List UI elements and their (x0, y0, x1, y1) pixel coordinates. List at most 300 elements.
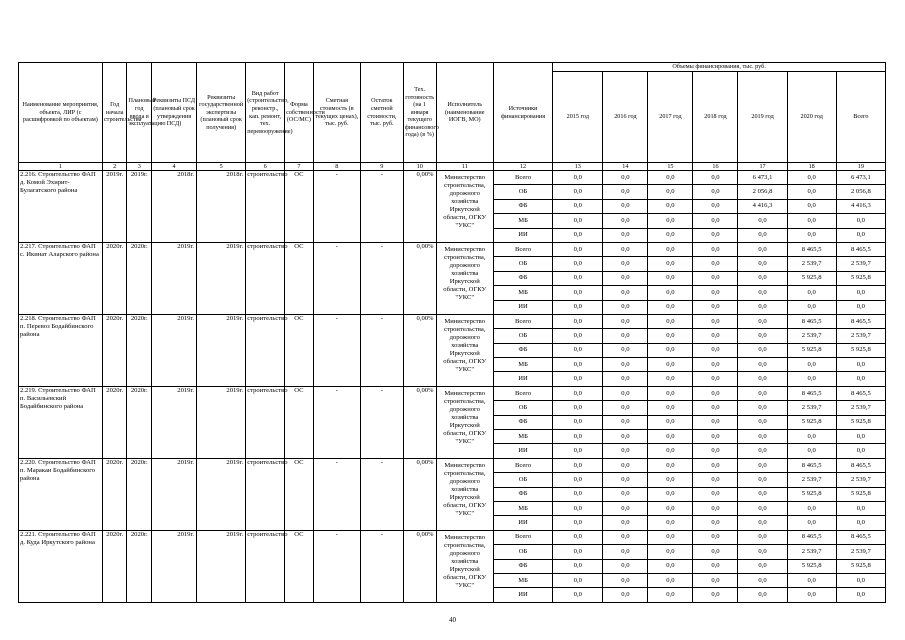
estimate-cell: - (313, 242, 360, 314)
amount-cell: 0,0 (603, 271, 648, 285)
funding-source-cell: ИИ (493, 300, 552, 314)
funding-source-cell: ОБ (493, 185, 552, 199)
amount-cell: 0,0 (553, 171, 603, 185)
amount-cell: 0,0 (648, 444, 693, 458)
amount-cell: 0,0 (693, 588, 738, 602)
header-funding-group: Объемы финансирования, тыс. руб. (553, 63, 886, 72)
amount-cell: 0,0 (693, 372, 738, 386)
table-row (19, 458, 886, 472)
amount-cell: 0,0 (787, 300, 836, 314)
amount-cell: 0,0 (648, 329, 693, 343)
amount-cell: 2 539,7 (787, 401, 836, 415)
amount-cell: 0,0 (648, 257, 693, 271)
amount-cell: 0,0 (648, 314, 693, 328)
table-row (19, 314, 886, 328)
table-body (19, 171, 886, 603)
column-number: 15 (648, 163, 693, 171)
amount-cell: 0,0 (553, 329, 603, 343)
funding-source-cell: ОБ (493, 545, 552, 559)
column-number: 9 (360, 163, 403, 171)
work-type-cell: строительство (246, 242, 285, 314)
funding-source-cell: ОБ (493, 473, 552, 487)
funding-source-cell: Всего (493, 171, 552, 185)
psd-cell: 2019г. (152, 242, 197, 314)
amount-cell: 0,0 (603, 171, 648, 185)
amount-cell: 2 539,7 (787, 473, 836, 487)
amount-cell: 0,0 (738, 228, 787, 242)
amount-cell: 0,0 (738, 242, 787, 256)
funding-source-cell: МБ (493, 501, 552, 515)
amount-cell: 0,0 (553, 300, 603, 314)
amount-cell: 2 056,8 (738, 185, 787, 199)
header-readiness: Тех. готовность (на 1 января текущего финансового года) (в %) (403, 63, 436, 163)
amount-cell: 0,0 (738, 214, 787, 228)
funding-source-cell: ФБ (493, 271, 552, 285)
amount-cell: 0,0 (603, 401, 648, 415)
amount-cell: 0,0 (648, 573, 693, 587)
amount-cell: 0,0 (738, 401, 787, 415)
header-estimate: Сметная стоимость (в текущих ценах), тыс. руб. (313, 63, 360, 163)
amount-cell: 0,0 (648, 228, 693, 242)
amount-cell: 5 925,8 (836, 415, 885, 429)
amount-cell: 0,0 (836, 588, 885, 602)
amount-cell: 0,0 (787, 372, 836, 386)
readiness-cell: 0,00% (403, 171, 436, 243)
psd-cell: 2018г. (152, 171, 197, 243)
remainder-cell: - (360, 242, 403, 314)
amount-cell: 0,0 (693, 516, 738, 530)
amount-cell: 0,0 (603, 458, 648, 472)
header-name: Наименование мероприятия, объекта, ЛИР (с расшифровкой по объектам) (19, 63, 103, 163)
start-year-cell: 2020г. (102, 458, 127, 530)
amount-cell: 0,0 (787, 185, 836, 199)
amount-cell: 0,0 (553, 444, 603, 458)
amount-cell: 0,0 (693, 214, 738, 228)
column-numbers-row (19, 163, 886, 171)
amount-cell: 0,0 (553, 199, 603, 213)
funding-source-cell: ИИ (493, 444, 552, 458)
executor-cell: Министерство строительства, дорожного хозяйства Иркутской области, ОГКУ "УКС" (436, 386, 493, 458)
funding-source-cell: МБ (493, 214, 552, 228)
amount-cell: 0,0 (648, 199, 693, 213)
column-number: 1 (19, 163, 103, 171)
amount-cell: 0,0 (738, 415, 787, 429)
amount-cell: 0,0 (787, 358, 836, 372)
amount-cell: 0,0 (787, 199, 836, 213)
ownership-cell: ОС (285, 314, 314, 386)
amount-cell: 0,0 (693, 228, 738, 242)
amount-cell: 0,0 (553, 257, 603, 271)
amount-cell: 8 465,5 (836, 530, 885, 544)
amount-cell: 0,0 (553, 588, 603, 602)
amount-cell: 0,0 (693, 343, 738, 357)
commission-year-cell: 2020г. (127, 530, 152, 602)
amount-cell: 0,0 (553, 314, 603, 328)
start-year-cell: 2020г. (102, 530, 127, 602)
amount-cell: 0,0 (553, 473, 603, 487)
object-name: 2.217. Строительство ФАП с. Икинат Аларского района (19, 242, 103, 314)
amount-cell: 0,0 (603, 286, 648, 300)
work-type-cell: строительство (246, 458, 285, 530)
amount-cell: 0,0 (648, 401, 693, 415)
amount-cell: 2 539,7 (787, 257, 836, 271)
amount-cell: 0,0 (648, 271, 693, 285)
amount-cell: 0,0 (738, 458, 787, 472)
header-year: 2016 год (603, 72, 648, 163)
amount-cell: 0,0 (648, 545, 693, 559)
executor-cell: Министерство строительства, дорожного хозяйства Иркутской области, ОГКУ "УКС" (436, 314, 493, 386)
amount-cell: 0,0 (693, 185, 738, 199)
amount-cell: 0,0 (787, 228, 836, 242)
amount-cell: 0,0 (648, 415, 693, 429)
commission-year-cell: 2019г. (127, 171, 152, 243)
ownership-cell: ОС (285, 242, 314, 314)
column-number: 10 (403, 163, 436, 171)
amount-cell: 0,0 (738, 559, 787, 573)
amount-cell: 0,0 (553, 545, 603, 559)
amount-cell: 0,0 (787, 516, 836, 530)
readiness-cell: 0,00% (403, 458, 436, 530)
column-number: 19 (836, 163, 885, 171)
amount-cell: 0,0 (648, 516, 693, 530)
amount-cell: 0,0 (836, 573, 885, 587)
header-psd: Реквизиты ПСД (плановый срок утверждения ПСД) (152, 63, 197, 163)
amount-cell: 0,0 (693, 257, 738, 271)
amount-cell: 0,0 (603, 444, 648, 458)
amount-cell: 0,0 (693, 329, 738, 343)
amount-cell: 0,0 (553, 401, 603, 415)
amount-cell: 0,0 (738, 329, 787, 343)
amount-cell: 0,0 (553, 214, 603, 228)
amount-cell: 0,0 (603, 228, 648, 242)
amount-cell: 0,0 (603, 257, 648, 271)
column-number: 5 (197, 163, 246, 171)
amount-cell: 0,0 (603, 501, 648, 515)
estimate-cell: - (313, 458, 360, 530)
amount-cell: 0,0 (553, 386, 603, 400)
amount-cell: 0,0 (603, 573, 648, 587)
amount-cell: 0,0 (603, 430, 648, 444)
funding-source-cell: ОБ (493, 401, 552, 415)
funding-source-cell: ИИ (493, 588, 552, 602)
amount-cell: 0,0 (693, 199, 738, 213)
amount-cell: 0,0 (738, 257, 787, 271)
remainder-cell: - (360, 386, 403, 458)
amount-cell: 0,0 (603, 415, 648, 429)
amount-cell: 5 925,8 (836, 271, 885, 285)
amount-cell: 0,0 (553, 458, 603, 472)
ownership-cell: ОС (285, 171, 314, 243)
table-header (19, 63, 886, 171)
remainder-cell: - (360, 458, 403, 530)
amount-cell: 0,0 (553, 286, 603, 300)
amount-cell: 5 925,8 (787, 343, 836, 357)
amount-cell: 0,0 (693, 487, 738, 501)
funding-source-cell: Всего (493, 314, 552, 328)
amount-cell: 2 539,7 (836, 329, 885, 343)
amount-cell: 0,0 (553, 487, 603, 501)
amount-cell: 8 465,5 (787, 530, 836, 544)
amount-cell: 0,0 (603, 545, 648, 559)
amount-cell: 0,0 (648, 473, 693, 487)
amount-cell: 0,0 (553, 530, 603, 544)
column-number: 14 (603, 163, 648, 171)
amount-cell: 0,0 (603, 185, 648, 199)
amount-cell: 0,0 (836, 286, 885, 300)
amount-cell: 0,0 (693, 501, 738, 515)
amount-cell: 0,0 (693, 271, 738, 285)
amount-cell: 2 539,7 (836, 545, 885, 559)
funding-source-cell: Всего (493, 530, 552, 544)
header-year: 2017 год (648, 72, 693, 163)
amount-cell: 0,0 (836, 430, 885, 444)
amount-cell: 8 465,5 (787, 242, 836, 256)
expertise-cell: 2019г. (197, 314, 246, 386)
amount-cell: 0,0 (693, 314, 738, 328)
remainder-cell: - (360, 530, 403, 602)
amount-cell: 5 925,8 (836, 343, 885, 357)
amount-cell: 0,0 (603, 300, 648, 314)
commission-year-cell: 2020г. (127, 458, 152, 530)
amount-cell: 0,0 (603, 588, 648, 602)
amount-cell: 0,0 (648, 343, 693, 357)
amount-cell: 0,0 (738, 444, 787, 458)
header-year: 2018 год (693, 72, 738, 163)
amount-cell: 0,0 (738, 516, 787, 530)
header-commission-year: Плановый год ввода в эксплуатацию (127, 63, 152, 163)
amount-cell: 0,0 (693, 430, 738, 444)
funding-source-cell: МБ (493, 286, 552, 300)
expertise-cell: 2018г. (197, 171, 246, 243)
amount-cell: 0,0 (836, 214, 885, 228)
readiness-cell: 0,00% (403, 386, 436, 458)
ownership-cell: ОС (285, 458, 314, 530)
amount-cell: 0,0 (836, 501, 885, 515)
amount-cell: 0,0 (693, 358, 738, 372)
amount-cell: 0,0 (836, 372, 885, 386)
funding-source-cell: ОБ (493, 329, 552, 343)
amount-cell: 8 465,5 (836, 458, 885, 472)
amount-cell: 5 925,8 (787, 415, 836, 429)
executor-cell: Министерство строительства, дорожного хозяйства Иркутской области, ОГКУ "УКС" (436, 242, 493, 314)
amount-cell: 0,0 (603, 329, 648, 343)
remainder-cell: - (360, 314, 403, 386)
program-table-sheet (18, 62, 886, 603)
amount-cell: 0,0 (693, 415, 738, 429)
amount-cell: 0,0 (603, 199, 648, 213)
amount-cell: 0,0 (787, 171, 836, 185)
amount-cell: 8 465,5 (787, 314, 836, 328)
ownership-cell: ОС (285, 530, 314, 602)
header-expertise: Реквизиты государственной экспертизы (плановый срок получения) (197, 63, 246, 163)
header-executor: Исполнитель (наименование ИОГВ, МО) (436, 63, 493, 163)
amount-cell: 2 539,7 (787, 329, 836, 343)
amount-cell: 0,0 (787, 444, 836, 458)
amount-cell: 2 539,7 (836, 473, 885, 487)
funding-source-cell: ФБ (493, 199, 552, 213)
amount-cell: 0,0 (603, 242, 648, 256)
amount-cell: 0,0 (693, 300, 738, 314)
psd-cell: 2019г. (152, 386, 197, 458)
amount-cell: 5 925,8 (787, 487, 836, 501)
header-total: Всего (836, 72, 885, 163)
amount-cell: 0,0 (553, 559, 603, 573)
amount-cell: 0,0 (738, 314, 787, 328)
funding-source-cell: Всего (493, 386, 552, 400)
amount-cell: 0,0 (648, 358, 693, 372)
amount-cell: 0,0 (553, 228, 603, 242)
amount-cell: 6 473,1 (738, 171, 787, 185)
executor-cell: Министерство строительства, дорожного хозяйства Иркутской области, ОГКУ "УКС" (436, 530, 493, 602)
amount-cell: 8 465,5 (787, 458, 836, 472)
amount-cell: 0,0 (693, 559, 738, 573)
amount-cell: 0,0 (648, 386, 693, 400)
amount-cell: 0,0 (603, 530, 648, 544)
amount-cell: 0,0 (836, 228, 885, 242)
table-row (19, 171, 886, 185)
amount-cell: 2 539,7 (836, 257, 885, 271)
amount-cell: 0,0 (738, 545, 787, 559)
amount-cell: 0,0 (603, 358, 648, 372)
amount-cell: 0,0 (648, 487, 693, 501)
amount-cell: 0,0 (787, 588, 836, 602)
expertise-cell: 2019г. (197, 242, 246, 314)
funding-table (18, 62, 886, 603)
amount-cell: 0,0 (553, 358, 603, 372)
amount-cell: 0,0 (603, 386, 648, 400)
column-number: 3 (127, 163, 152, 171)
column-number: 2 (102, 163, 127, 171)
funding-source-cell: ИИ (493, 516, 552, 530)
start-year-cell: 2020г. (102, 386, 127, 458)
column-number: 8 (313, 163, 360, 171)
amount-cell: 0,0 (603, 343, 648, 357)
funding-source-cell: ФБ (493, 487, 552, 501)
remainder-cell: - (360, 171, 403, 243)
funding-source-cell: Всего (493, 242, 552, 256)
readiness-cell: 0,00% (403, 530, 436, 602)
header-remainder: Остаток сметной стоимости, тыс. руб. (360, 63, 403, 163)
amount-cell: 0,0 (648, 286, 693, 300)
amount-cell: 0,0 (553, 573, 603, 587)
amount-cell: 0,0 (553, 242, 603, 256)
funding-source-cell: Всего (493, 458, 552, 472)
start-year-cell: 2020г. (102, 242, 127, 314)
amount-cell: 0,0 (603, 516, 648, 530)
amount-cell: 0,0 (648, 559, 693, 573)
column-number: 17 (738, 163, 787, 171)
amount-cell: 0,0 (603, 473, 648, 487)
funding-source-cell: ФБ (493, 343, 552, 357)
amount-cell: 0,0 (648, 214, 693, 228)
amount-cell: 0,0 (648, 171, 693, 185)
header-year: 2020 год (787, 72, 836, 163)
start-year-cell: 2020г. (102, 314, 127, 386)
page-number: 40 (449, 616, 456, 624)
amount-cell: 0,0 (603, 214, 648, 228)
funding-source-cell: МБ (493, 430, 552, 444)
amount-cell: 0,0 (603, 314, 648, 328)
object-name: 2.221. Строительство ФАП д. Куда Иркутского района (19, 530, 103, 602)
funding-source-cell: ОБ (493, 257, 552, 271)
amount-cell: 0,0 (787, 573, 836, 587)
object-name: 2.218. Строительство ФАП п. Перевоз Бодайбинского района (19, 314, 103, 386)
amount-cell: 0,0 (553, 430, 603, 444)
amount-cell: 0,0 (693, 458, 738, 472)
amount-cell: 0,0 (738, 386, 787, 400)
column-number: 12 (493, 163, 552, 171)
amount-cell: 8 465,5 (836, 386, 885, 400)
commission-year-cell: 2020г. (127, 314, 152, 386)
amount-cell: 0,0 (553, 343, 603, 357)
header-start-year: Год начала строительства (102, 63, 127, 163)
amount-cell: 0,0 (553, 372, 603, 386)
amount-cell: 0,0 (738, 300, 787, 314)
amount-cell: 0,0 (787, 286, 836, 300)
amount-cell: 0,0 (693, 530, 738, 544)
amount-cell: 0,0 (693, 545, 738, 559)
column-number: 18 (787, 163, 836, 171)
amount-cell: 0,0 (648, 530, 693, 544)
amount-cell: 0,0 (738, 343, 787, 357)
amount-cell: 0,0 (693, 444, 738, 458)
work-type-cell: строительство (246, 530, 285, 602)
amount-cell: 5 925,8 (836, 559, 885, 573)
amount-cell: 0,0 (553, 271, 603, 285)
work-type-cell: строительство (246, 171, 285, 243)
object-name: 2.219. Строительство ФАП п. Васильевский Бодайбинского района (19, 386, 103, 458)
executor-cell: Министерство строительства, дорожного хозяйства Иркутской области, ОГКУ "УКС" (436, 171, 493, 243)
amount-cell: 0,0 (836, 300, 885, 314)
column-number: 16 (693, 163, 738, 171)
amount-cell: 0,0 (738, 530, 787, 544)
funding-source-cell: ИИ (493, 372, 552, 386)
amount-cell: 0,0 (738, 573, 787, 587)
amount-cell: 5 925,8 (787, 271, 836, 285)
amount-cell: 4 416,3 (836, 199, 885, 213)
amount-cell: 0,0 (693, 242, 738, 256)
object-name: 2.216. Строительство ФАП д. Комой Эхирит-Булагатского района (19, 171, 103, 243)
amount-cell: 0,0 (836, 516, 885, 530)
amount-cell: 8 465,5 (787, 386, 836, 400)
amount-cell: 2 056,8 (836, 185, 885, 199)
amount-cell: 0,0 (648, 372, 693, 386)
amount-cell: 2 539,7 (836, 401, 885, 415)
estimate-cell: - (313, 386, 360, 458)
header-ownership: Форма собственности (ОС/МС) (285, 63, 314, 163)
amount-cell: 0,0 (738, 487, 787, 501)
funding-source-cell: МБ (493, 358, 552, 372)
amount-cell: 0,0 (836, 444, 885, 458)
amount-cell: 5 925,8 (787, 559, 836, 573)
amount-cell: 0,0 (648, 588, 693, 602)
psd-cell: 2019г. (152, 314, 197, 386)
amount-cell: 0,0 (648, 185, 693, 199)
amount-cell: 0,0 (787, 214, 836, 228)
amount-cell: 0,0 (738, 473, 787, 487)
estimate-cell: - (313, 314, 360, 386)
header-year: 2015 год (553, 72, 603, 163)
amount-cell: 0,0 (787, 430, 836, 444)
amount-cell: 0,0 (603, 487, 648, 501)
amount-cell: 0,0 (693, 401, 738, 415)
amount-cell: 0,0 (648, 501, 693, 515)
amount-cell: 0,0 (738, 286, 787, 300)
work-type-cell: строительство (246, 314, 285, 386)
psd-cell: 2019г. (152, 530, 197, 602)
amount-cell: 0,0 (553, 415, 603, 429)
column-number: 7 (285, 163, 314, 171)
